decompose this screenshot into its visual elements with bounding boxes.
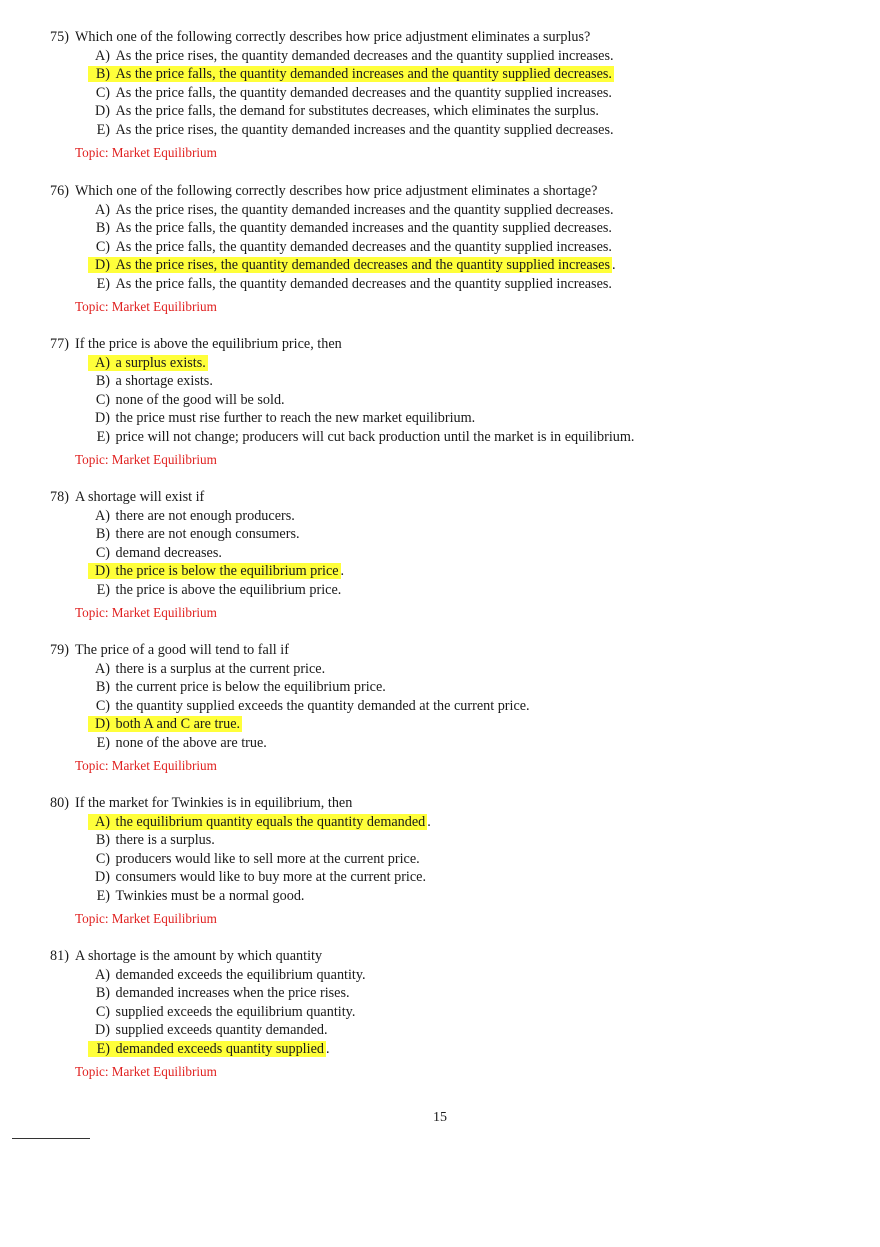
option-letter: B) [95,373,110,389]
option-text: the price is below the equilibrium price [115,563,339,579]
option-letter: A) [95,660,110,677]
answer-highlight [88,716,242,732]
answer-highlight [88,563,341,579]
question-number: 80) [50,795,69,811]
option-letter: D) [95,1022,110,1038]
answer-content [88,220,614,236]
question-number: 76) [50,183,69,199]
option-text: As the price falls, the quantity demanded decreases and the quantity supplied increases. [115,238,612,255]
answer-option [50,660,850,679]
option-text: both A and C are true. [115,716,241,732]
question-text: If the market for Twinkies is in equilibrium, then [75,795,353,811]
answer-option-correct: D) the price is below the equilibrium price . [50,562,850,581]
answer-content [88,869,428,885]
answer-content [88,1022,330,1038]
answer-option [50,507,850,526]
answer-option [50,831,850,850]
option-text: As the price rises, the quantity demanded decreases and the quantity supplied increases [115,257,610,273]
answer-highlight [88,355,208,371]
answer-option [50,581,850,600]
option-letter: C) [95,84,110,101]
answer-content [88,508,297,524]
answer-option [50,102,850,121]
option-letter: E) [96,581,110,598]
option-letter: B) [95,985,110,1001]
option-text: consumers would like to buy more at the current price. [115,869,427,885]
option-letter: E) [96,1040,110,1057]
answer-option [50,201,850,220]
option-letter: D) [95,869,110,885]
answer-content [88,392,287,408]
answer-option [50,219,850,238]
answer-content [88,103,601,119]
option-text: there is a surplus at the current price. [115,660,326,677]
answer-content [88,698,532,714]
answer-content [88,851,422,867]
option-text: a surplus exists. [115,354,206,371]
option-text: As the price rises, the quantity demanded decreases and the quantity supplied increases. [115,47,614,64]
question-text: The price of a good will tend to fall if [75,642,289,658]
option-text: As the price falls, the quantity demanded increases and the quantity supplied decreases. [115,220,612,236]
option-letter: C) [95,238,110,255]
answer-option [50,409,850,428]
question-block [50,641,850,775]
question-block [50,28,850,162]
option-text: As the price rises, the quantity demanded increases and the quantity supplied decreases. [115,201,614,218]
option-text: none of the above are true. [115,734,267,751]
answer-option [50,697,850,716]
answer-option [50,428,850,447]
option-text: the price must rise further to reach the new market equilibrium. [115,410,476,426]
answer-option-correct: D) As the price rises, the quantity demanded decreases and the quantity supplied increases . [50,256,850,275]
option-text: As the price falls, the demand for substitutes decreases, which eliminates the surplus. [115,103,599,119]
option-text: the current price is below the equilibrium price. [115,679,386,695]
option-letter: E) [96,428,110,445]
answer-option [50,84,850,103]
option-letter: D) [95,410,110,426]
question-stem [50,794,850,813]
option-text: demanded exceeds the equilibrium quantity. [115,966,366,983]
option-letter: B) [95,66,110,82]
option-letter: A) [95,813,110,830]
question-text: If the price is above the equilibrium price, then [75,336,342,352]
answer-highlight [88,257,612,273]
option-letter: A) [95,201,110,218]
option-letter: C) [95,1003,110,1020]
question-text: A shortage will exist if [75,489,205,505]
question-block [50,794,850,928]
answer-content [88,967,368,983]
option-text: the equilibrium quantity equals the quantity demanded [115,813,426,830]
option-text: Twinkies must be a normal good. [115,887,305,904]
question-stem [50,488,850,507]
option-text: the price is above the equilibrium price. [115,581,342,598]
option-text: producers would like to sell more at the current price. [115,850,420,867]
option-letter: E) [96,887,110,904]
answer-option [50,238,850,257]
question-stem [50,28,850,47]
option-letter: D) [95,563,110,579]
answer-option [50,887,850,906]
answer-content [88,85,614,101]
question-block [50,488,850,622]
option-text: supplied exceeds the equilibrium quantity. [115,1003,356,1020]
answer-option [50,525,850,544]
option-letter: A) [95,507,110,524]
option-letter: C) [95,850,110,867]
option-text: a shortage exists. [115,373,213,389]
answer-highlight [88,1041,326,1057]
option-letter: E) [96,734,110,751]
option-letter: A) [95,47,110,64]
option-letter: B) [95,220,110,236]
question-block [50,947,850,1081]
page-number: 15 [433,1110,447,1125]
question-stem [50,182,850,201]
question-stem [50,641,850,660]
topic-label: Topic: Market Equilibrium [75,605,217,620]
option-letter: A) [95,966,110,983]
answer-content [88,582,343,598]
topic-label: Topic: Market Equilibrium [75,299,217,314]
question-number: 77) [50,336,69,352]
option-text: As the price falls, the quantity demanded decreases and the quantity supplied increases. [115,275,612,292]
question-stem [50,335,850,354]
option-letter: E) [96,275,110,292]
answer-content [88,202,616,218]
answer-content [88,679,388,695]
answer-content [88,545,224,561]
option-letter: B) [95,832,110,848]
answer-option [50,850,850,869]
option-text: demanded increases when the price rises. [115,985,350,1001]
option-text: As the price falls, the quantity demanded decreases and the quantity supplied increases. [115,84,612,101]
answer-content [88,429,636,445]
answer-option [50,966,850,985]
option-letter: E) [96,121,110,138]
answer-option [50,121,850,140]
question-stem [50,947,850,966]
answer-option-correct: A) the equilibrium quantity equals the quantity demanded . [50,813,850,832]
option-letter: D) [95,257,110,273]
option-text: there are not enough consumers. [115,526,300,542]
option-text: price will not change; producers will cut back production until the market is in equilibrium. [115,428,635,445]
answer-highlight [88,66,614,82]
answer-option [50,984,850,1003]
option-text: As the price rises, the quantity demanded increases and the quantity supplied decreases. [115,121,614,138]
answer-option-correct [50,65,850,84]
answer-option-correct: E) demanded exceeds quantity supplied . [50,1040,850,1059]
answer-content [88,373,215,389]
answer-content [88,832,217,848]
question-number: 75) [50,29,69,45]
question-block [50,182,850,316]
answer-content [88,410,477,426]
question-number: 78) [50,489,69,505]
option-text: the quantity supplied exceeds the quantity demanded at the current price. [115,697,530,714]
option-text: there are not enough producers. [115,507,295,524]
question-number: 79) [50,642,69,658]
option-letter: D) [95,716,110,732]
answer-content [88,661,327,677]
option-text: demand decreases. [115,544,222,561]
question-number: 81) [50,948,69,964]
answer-highlight [88,814,427,830]
answer-option [50,678,850,697]
option-letter: B) [95,526,110,542]
option-letter: C) [95,544,110,561]
answer-content [88,735,269,751]
topic-label: Topic: Market Equilibrium [75,1064,217,1079]
topic-label: Topic: Market Equilibrium [75,145,217,160]
option-letter: A) [95,354,110,371]
answer-content [88,276,614,292]
answer-option [50,868,850,887]
footnote-divider [12,1138,90,1139]
answer-content [88,985,352,1001]
answer-option [50,544,850,563]
option-text: demanded exceeds quantity supplied [115,1040,324,1057]
topic-label: Topic: Market Equilibrium [75,452,217,467]
option-letter: C) [95,391,110,408]
answer-option [50,391,850,410]
answer-option [50,1003,850,1022]
answer-option [50,47,850,66]
option-letter: C) [95,697,110,714]
question-block [50,335,850,469]
topic-label: Topic: Market Equilibrium [75,911,217,926]
answer-content [88,122,616,138]
question-text: Which one of the following correctly describes how price adjustment eliminates a shortage? [75,183,598,199]
answer-content [88,526,302,542]
answer-option [50,1021,850,1040]
answer-content [88,888,306,904]
answer-option [50,372,850,391]
answer-option-correct [50,354,850,373]
answer-content [88,239,614,255]
option-letter: D) [95,103,110,119]
answer-content [88,48,616,64]
topic-label: Topic: Market Equilibrium [75,758,217,773]
answer-option [50,734,850,753]
option-text: As the price falls, the quantity demanded increases and the quantity supplied decreases. [115,66,612,82]
option-text: none of the good will be sold. [115,391,285,408]
answer-option-correct [50,715,850,734]
option-text: supplied exceeds quantity demanded. [115,1022,328,1038]
option-text: there is a surplus. [115,832,215,848]
answer-content [88,1004,357,1020]
question-text: A shortage is the amount by which quantity [75,948,323,964]
question-text: Which one of the following correctly describes how price adjustment eliminates a surplus? [75,29,591,45]
answer-option [50,275,850,294]
option-letter: B) [95,679,110,695]
